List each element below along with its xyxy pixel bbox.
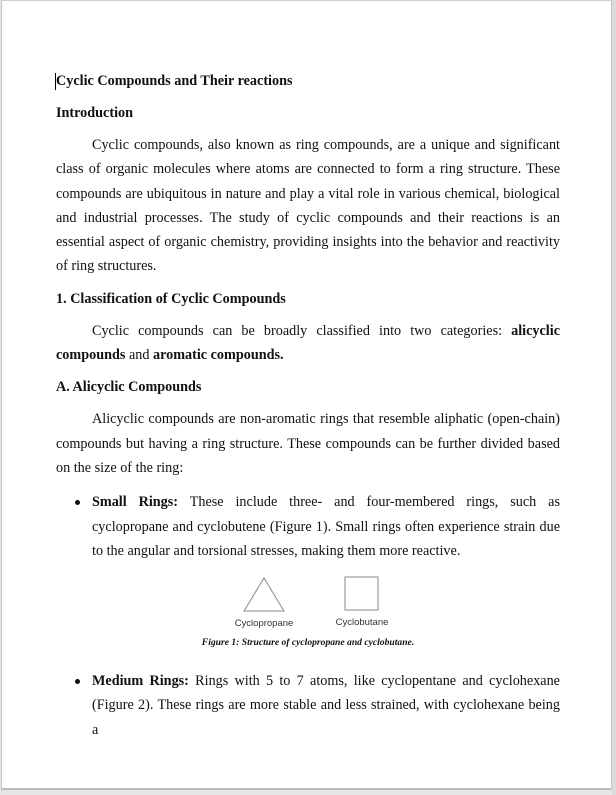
introduction-paragraph: Cyclic compounds, also known as ring compounds, are a unique and significant class of organic molecules where atoms are connected to form a ring structure. These compounds are ubiquitous in nature and play a vital role in various chemical, biological and industrial processes. The study of cyclic compounds and their reactions is an essential aspect of organic chemistry, providing insights into the behavior and reactivity of ring structures. <box>56 137 560 275</box>
figure-caption: Figure 1: Structure of cyclopropane and cyclobutane. <box>201 637 415 649</box>
cyclopropane-label: Cyclopropane <box>234 618 294 630</box>
classification-text: Cyclic compounds can be broadly classified into two categories: <box>92 322 512 339</box>
cyclobutane-square-icon <box>344 576 380 612</box>
document-title-text: Cyclic Compounds and Their reactions <box>56 73 293 89</box>
bullet-label: Small Rings: <box>92 494 179 511</box>
cyclopropane-triangle-icon <box>243 577 285 613</box>
document-page[interactable] <box>1 0 612 790</box>
document-title <box>56 69 560 93</box>
ring-size-list-continued <box>56 669 560 742</box>
cyclobutane-label: Cyclobutane <box>335 617 389 629</box>
classification-heading: 1. Classification of Cyclic Compounds <box>56 290 286 307</box>
bullet-label: Medium Rings: <box>92 673 189 690</box>
bullet-icon <box>75 500 80 505</box>
connector-text: and <box>125 347 153 364</box>
classification-paragraph <box>56 319 560 368</box>
introduction-heading: Introduction <box>56 105 133 121</box>
list-item-medium-rings <box>56 669 560 742</box>
document-body[interactable] <box>56 69 560 742</box>
figure-item-cyclobutane <box>330 576 394 629</box>
bold-term-aromatic: aromatic compounds. <box>152 347 284 364</box>
alicyclic-heading: A. Alicyclic Compounds <box>56 379 202 396</box>
window-edge <box>612 0 616 795</box>
alicyclic-paragraph: Alicyclic compounds are non-aromatic rings that resemble aliphatic (open-chain) compounds but having a ring structure. These compounds can be further divided based on the size of the ring: <box>56 411 560 476</box>
list-item-small-rings <box>56 490 560 563</box>
bullet-text: These include three- and four-membered rings, such as cyclopropane and cyclobutene (Figure 1). Small rings often experience strain due to the angular and torsional stresses, making them more reactive. <box>92 494 561 559</box>
ring-size-list <box>56 490 560 563</box>
figure-item-cyclopropane <box>230 577 298 630</box>
figure-1 <box>56 567 560 655</box>
bullet-icon <box>75 679 80 684</box>
bullet-text: Rings with 5 to 7 atoms, like cyclopentane and cyclohexane (Figure 2). These rings are more stable and less strained, with cyclohexane being a <box>92 673 560 738</box>
bold-term-alicyclic: alicyclic compounds <box>56 322 560 364</box>
text-cursor <box>55 73 56 90</box>
